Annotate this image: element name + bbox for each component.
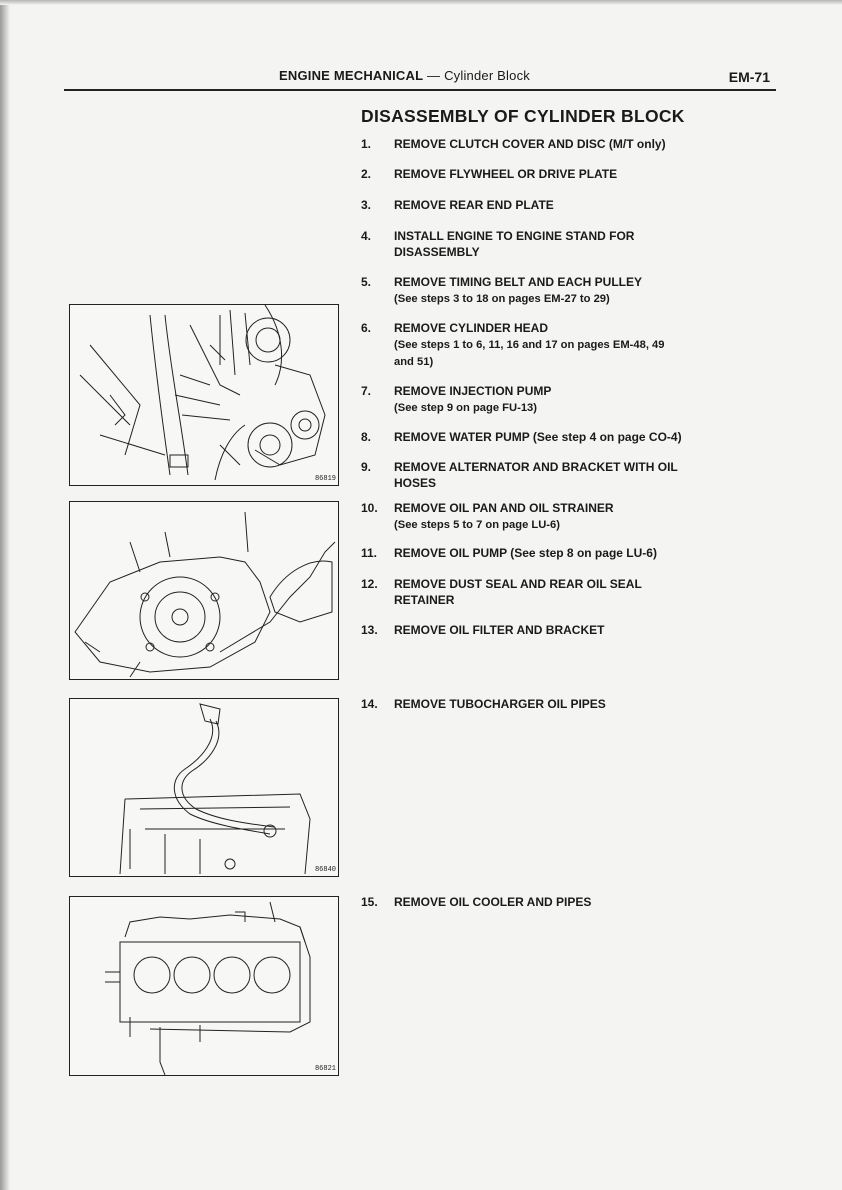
step-text: REMOVE OIL FILTER AND BRACKET — [394, 623, 605, 637]
step-text-cont: DISASSEMBLY — [394, 245, 480, 259]
step-text: REMOVE WATER PUMP (See step 4 on page CO-4) — [394, 430, 682, 444]
step-number: 13. — [361, 623, 378, 637]
step-reference: (See steps 5 to 7 on page LU-6) — [394, 519, 560, 531]
header-rule — [64, 89, 776, 91]
step-reference: (See steps 1 to 6, 11, 16 and 17 on pages EM-48, 49 — [394, 339, 665, 351]
step-text: INSTALL ENGINE TO ENGINE STAND FOR — [394, 229, 635, 243]
page-header — [64, 68, 776, 88]
step-number: 9. — [361, 460, 372, 474]
section-separator: — — [423, 68, 445, 83]
figure-turbo-oil-pipes — [69, 698, 339, 877]
step-text-cont: HOSES — [394, 476, 437, 490]
engine-front-illustration — [70, 305, 338, 485]
step-number: 6. — [361, 321, 372, 335]
figure-code: 86821 — [314, 1065, 336, 1073]
step-number: 15. — [361, 895, 378, 909]
subsection-name: Cylinder Block — [444, 68, 530, 83]
step-number: 11. — [361, 546, 378, 560]
figure-code: 86819 — [314, 475, 336, 483]
step-text: REMOVE FLYWHEEL OR DRIVE PLATE — [394, 167, 618, 181]
figure-oil-cooler — [69, 896, 339, 1076]
turbo-oil-pipes-illustration — [70, 699, 338, 876]
step-text: REMOVE TUBOCHARGER OIL PIPES — [394, 697, 606, 711]
step-number: 12. — [361, 577, 378, 591]
step-number: 14. — [361, 697, 378, 711]
figure-engine-front — [69, 304, 339, 486]
step-text: REMOVE TIMING BELT AND EACH PULLEY — [394, 275, 643, 289]
step-text: REMOVE CYLINDER HEAD — [394, 321, 549, 335]
section-name: ENGINE MECHANICAL — [279, 68, 424, 83]
figure-code: 86840 — [314, 866, 336, 874]
step-reference: (See steps 3 to 18 on pages EM-27 to 29) — [394, 293, 610, 305]
step-text: REMOVE OIL COOLER AND PIPES — [394, 895, 592, 909]
step-text-cont: RETAINER — [394, 593, 455, 607]
oil-pump-illustration — [70, 502, 338, 679]
step-text: REMOVE CLUTCH COVER AND DISC — [394, 137, 606, 151]
step-reference-cont: and 51) — [394, 356, 434, 368]
figure-oil-pump — [69, 501, 339, 680]
step-number: 5. — [361, 275, 372, 289]
step-number: 4. — [361, 229, 372, 243]
step-text: REMOVE REAR END PLATE — [394, 198, 554, 212]
section-title — [279, 68, 530, 83]
main-heading: DISASSEMBLY OF CYLINDER BLOCK — [361, 106, 685, 126]
step-number: 10. — [361, 501, 378, 515]
step-text: REMOVE OIL PAN AND OIL STRAINER — [394, 501, 614, 515]
step-text: REMOVE DUST SEAL AND REAR OIL SEAL — [394, 577, 642, 591]
page-top-shadow — [0, 0, 842, 5]
oil-cooler-illustration — [70, 897, 338, 1075]
step-number: 1. — [361, 137, 372, 151]
step-reference: (See step 9 on page FU-13) — [394, 402, 537, 414]
step-number: 8. — [361, 430, 372, 444]
step-text: REMOVE OIL PUMP (See step 8 on page LU-6) — [394, 546, 657, 560]
step-text: REMOVE ALTERNATOR AND BRACKET WITH OIL — [394, 460, 678, 474]
step-text: REMOVE INJECTION PUMP — [394, 384, 552, 398]
step-number: 7. — [361, 384, 372, 398]
step-note: (M/T only) — [608, 137, 666, 151]
step-number: 2. — [361, 167, 372, 181]
page-binding-shadow — [0, 0, 10, 1190]
page-number: EM-71 — [728, 69, 770, 85]
step-number: 3. — [361, 198, 372, 212]
